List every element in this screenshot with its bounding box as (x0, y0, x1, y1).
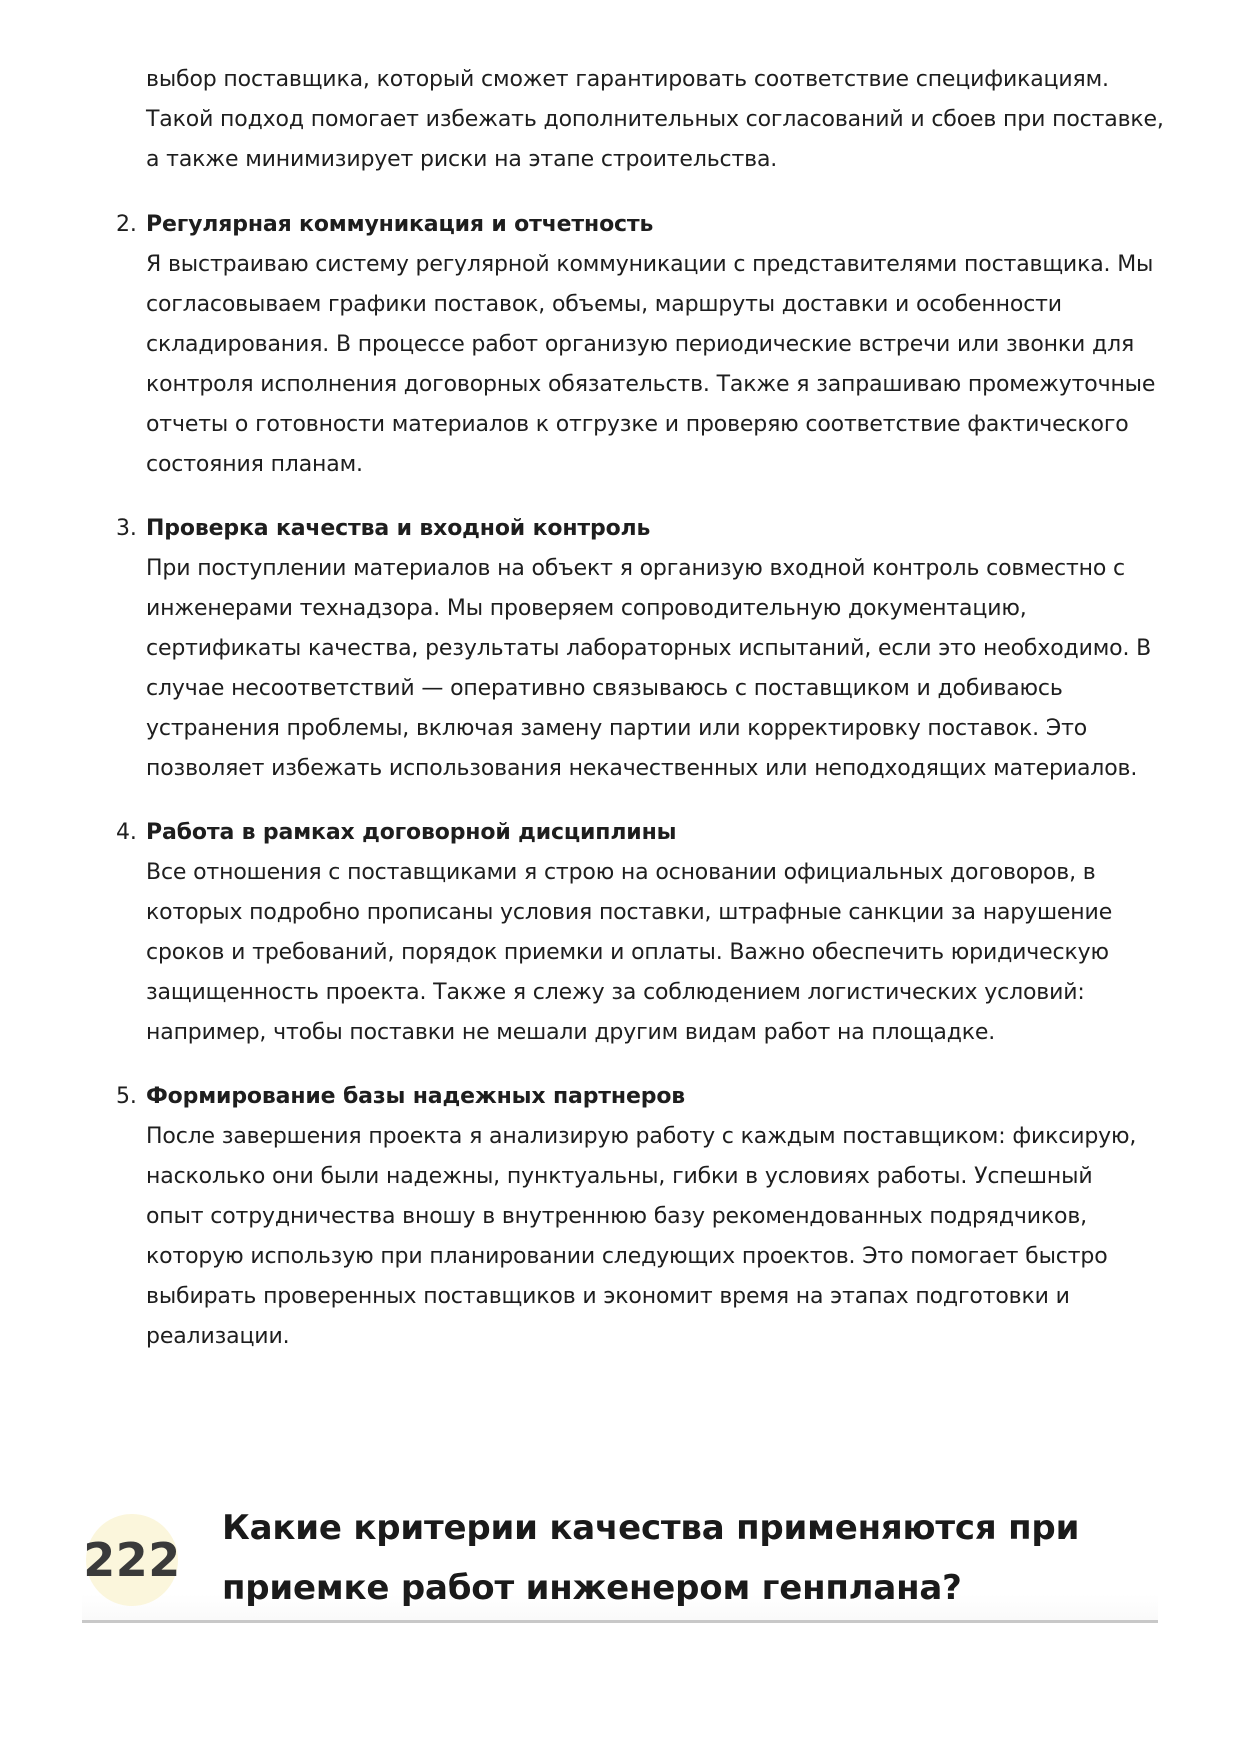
list-item (0, 509, 1239, 789)
question-divider (82, 1620, 1158, 1623)
question-header (82, 1490, 1158, 1630)
item-text: При поступлении материалов на объект я организую входной контроль совместно с инженерами технадзора. Мы проверяем сопроводительную документацию, сертификаты качества, результаты лабораторных испытаний, если это необходимо. В случае несоответствий — оперативно связываюсь с поставщиком и добиваюсь устранения проблемы, включая замену партии или корректировку поставок. Это позволяет избежать использования некачественных или неподходящих материалов. (146, 556, 1152, 781)
item-text: Я выстраиваю систему регулярной коммуникации с представителями поставщика. Мы согласовываем графики поставок, объемы, маршруты доставки и особенности складирования. В процессе работ организую периодические встречи или звонки для контроля исполнения договорных обязательств. Также я запрашиваю промежуточные отчеты о готовности материалов к отгрузке и проверяю соответствие фактического состояния планам. (146, 252, 1156, 477)
list-item (0, 1077, 1239, 1357)
question-number: 222 (83, 1533, 181, 1587)
item-text: Все отношения с поставщиками я строю на основании официальных договоров, в которых подробно прописаны условия поставки, штрафные санкции за нарушение сроков и требований, порядок приемки и оплаты. Важно обеспечить юридическую защищенность проекта. Также я слежу за соблюдением логистических условий: например, чтобы поставки не мешали другим видам работ на площадке. (146, 860, 1113, 1045)
list-item (0, 813, 1239, 1053)
item-number: 4. (116, 820, 137, 845)
item-number: 3. (116, 516, 137, 541)
item-title: Проверка качества и входной контроль (146, 516, 651, 541)
intro-paragraph: выбор поставщика, который сможет гарантировать соответствие спецификациям. Такой подход помогает избежать дополнительных согласований и сбоев при поставке, а также минимизирует риски на этапе строительства. (146, 67, 1164, 172)
item-title: Регулярная коммуникация и отчетность (146, 212, 654, 237)
item-text: После завершения проекта я анализирую работу с каждым поставщиком: фиксирую, насколько они были надежны, пунктуальны, гибки в условиях работы. Успешный опыт сотрудничества вношу в внутреннюю базу рекомендованных подрядчиков, которую использую при планировании следующих проектов. Это помогает быстро выбирать проверенных поставщиков и экономит время на этапах подготовки и реализации. (146, 1124, 1137, 1349)
numbered-list (0, 205, 1239, 1381)
item-title: Формирование базы надежных партнеров (146, 1084, 686, 1109)
list-item (0, 205, 1239, 485)
question-title: Какие критерии качества применяются при приемке работ инженером генплана? (222, 1508, 1080, 1608)
item-number: 2. (116, 212, 137, 237)
item-number: 5. (116, 1084, 137, 1109)
item-title: Работа в рамках договорной дисциплины (146, 820, 677, 845)
